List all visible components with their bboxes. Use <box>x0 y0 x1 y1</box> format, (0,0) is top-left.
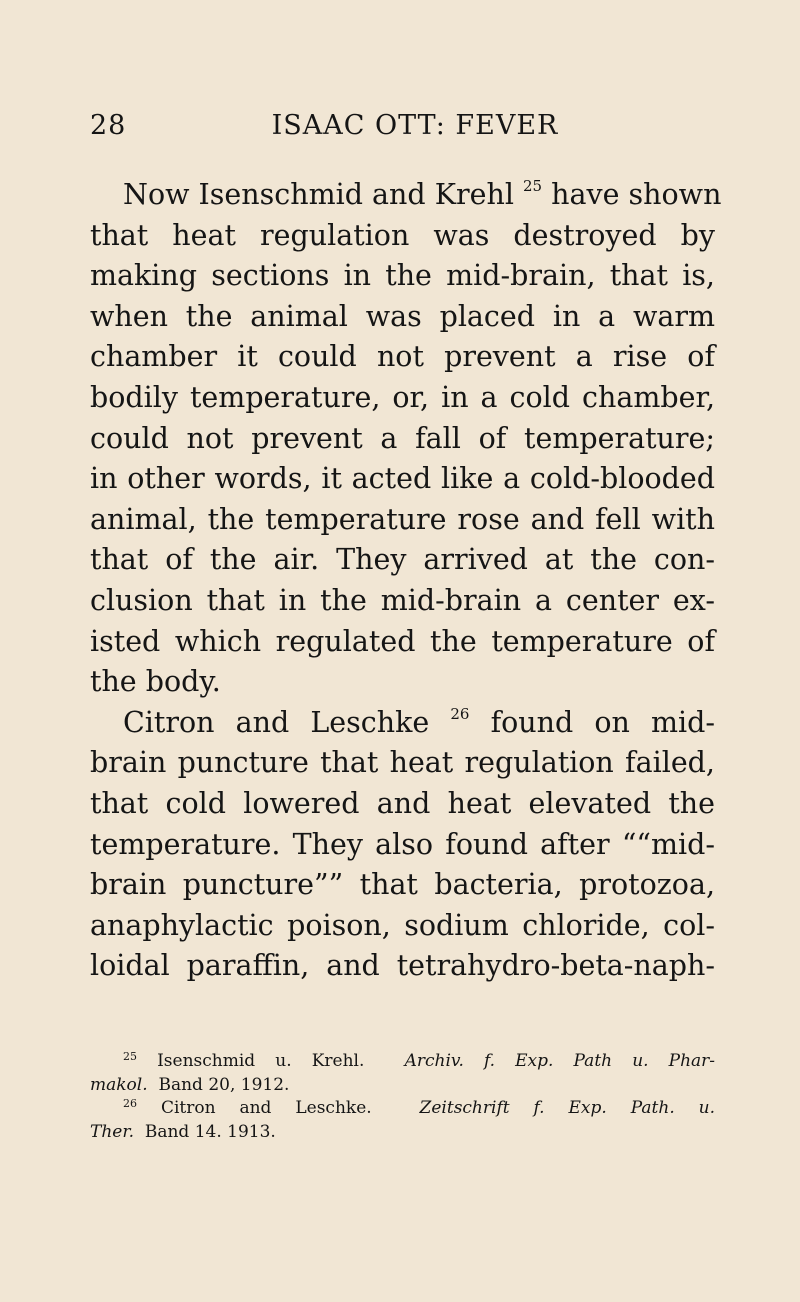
text-line: chamber it could not prevent a rise of <box>90 340 715 374</box>
text-span: found on mid- <box>490 705 715 739</box>
footnotes <box>90 1050 715 1144</box>
text-line: that heat regulation was destroyed by <box>90 218 715 252</box>
text-line: making sections in the mid-brain, that is, <box>90 259 715 293</box>
text-line: loidal paraffin, and tetrahydro-beta-naph- <box>90 949 715 983</box>
text-line: brain puncture that heat regulation failed, <box>90 746 715 780</box>
text-line <box>90 703 715 744</box>
footnote-authors: Isenschmid u. Krehl. <box>157 1051 365 1071</box>
footnote-25 <box>90 1050 715 1074</box>
text-line: the body. <box>90 665 221 699</box>
text-line: bodily temperature, or, in a cold chamber, <box>90 380 715 414</box>
text-line <box>90 175 722 216</box>
text-line: that cold lowered and heat elevated the <box>90 786 715 820</box>
footnote-ref: 25 <box>523 177 543 195</box>
footnote-26-cont <box>90 1121 715 1145</box>
footnote-ref: 26 <box>450 704 470 723</box>
footnote-journal: Zeitschrift f. Exp. Path. u. <box>419 1098 716 1118</box>
footnote-detail: Band 14. 1913. <box>144 1121 276 1142</box>
footnote-journal: Archiv. f. Exp. Path u. Phar- <box>404 1051 716 1071</box>
running-head: ISAAC OTT: FEVER <box>271 110 559 141</box>
footnote-26 <box>90 1097 715 1121</box>
text-line: in other words, it acted like a cold-blooded <box>90 462 715 496</box>
text-line: when the animal was placed in a warm <box>90 299 715 333</box>
text-line: that of the air. They arrived at the con- <box>90 543 715 577</box>
text-line: isted which regulated the temperature of <box>90 624 715 658</box>
footnote-number: 26 <box>123 1097 137 1110</box>
footnote-detail: Band 20, 1912. <box>158 1074 290 1095</box>
page-header <box>90 110 710 150</box>
text-line: anaphylactic poison, sodium chloride, col- <box>90 908 715 942</box>
text-line: could not prevent a fall of temperature; <box>90 421 715 455</box>
footnote-journal: Ther. <box>90 1121 135 1142</box>
body-text <box>90 175 722 987</box>
text-span: Now Isenschmid and Krehl <box>123 178 514 211</box>
text-line: temperature. They also found after ““mid- <box>90 827 715 861</box>
text-line: clusion that in the mid-brain a center ex- <box>90 583 715 617</box>
text-line: brain puncture”” that bacteria, protozoa, <box>90 868 715 902</box>
footnote-number: 25 <box>123 1050 137 1063</box>
footnote-authors: Citron and Leschke. <box>160 1098 372 1118</box>
text-line: animal, the temperature rose and fell with <box>90 502 715 536</box>
footnote-25-cont <box>90 1074 715 1098</box>
footnote-journal: makol. <box>90 1074 148 1095</box>
text-span: have shown <box>551 178 722 211</box>
page-number: 28 <box>90 110 127 141</box>
text-span: Citron and Leschke <box>123 705 430 739</box>
